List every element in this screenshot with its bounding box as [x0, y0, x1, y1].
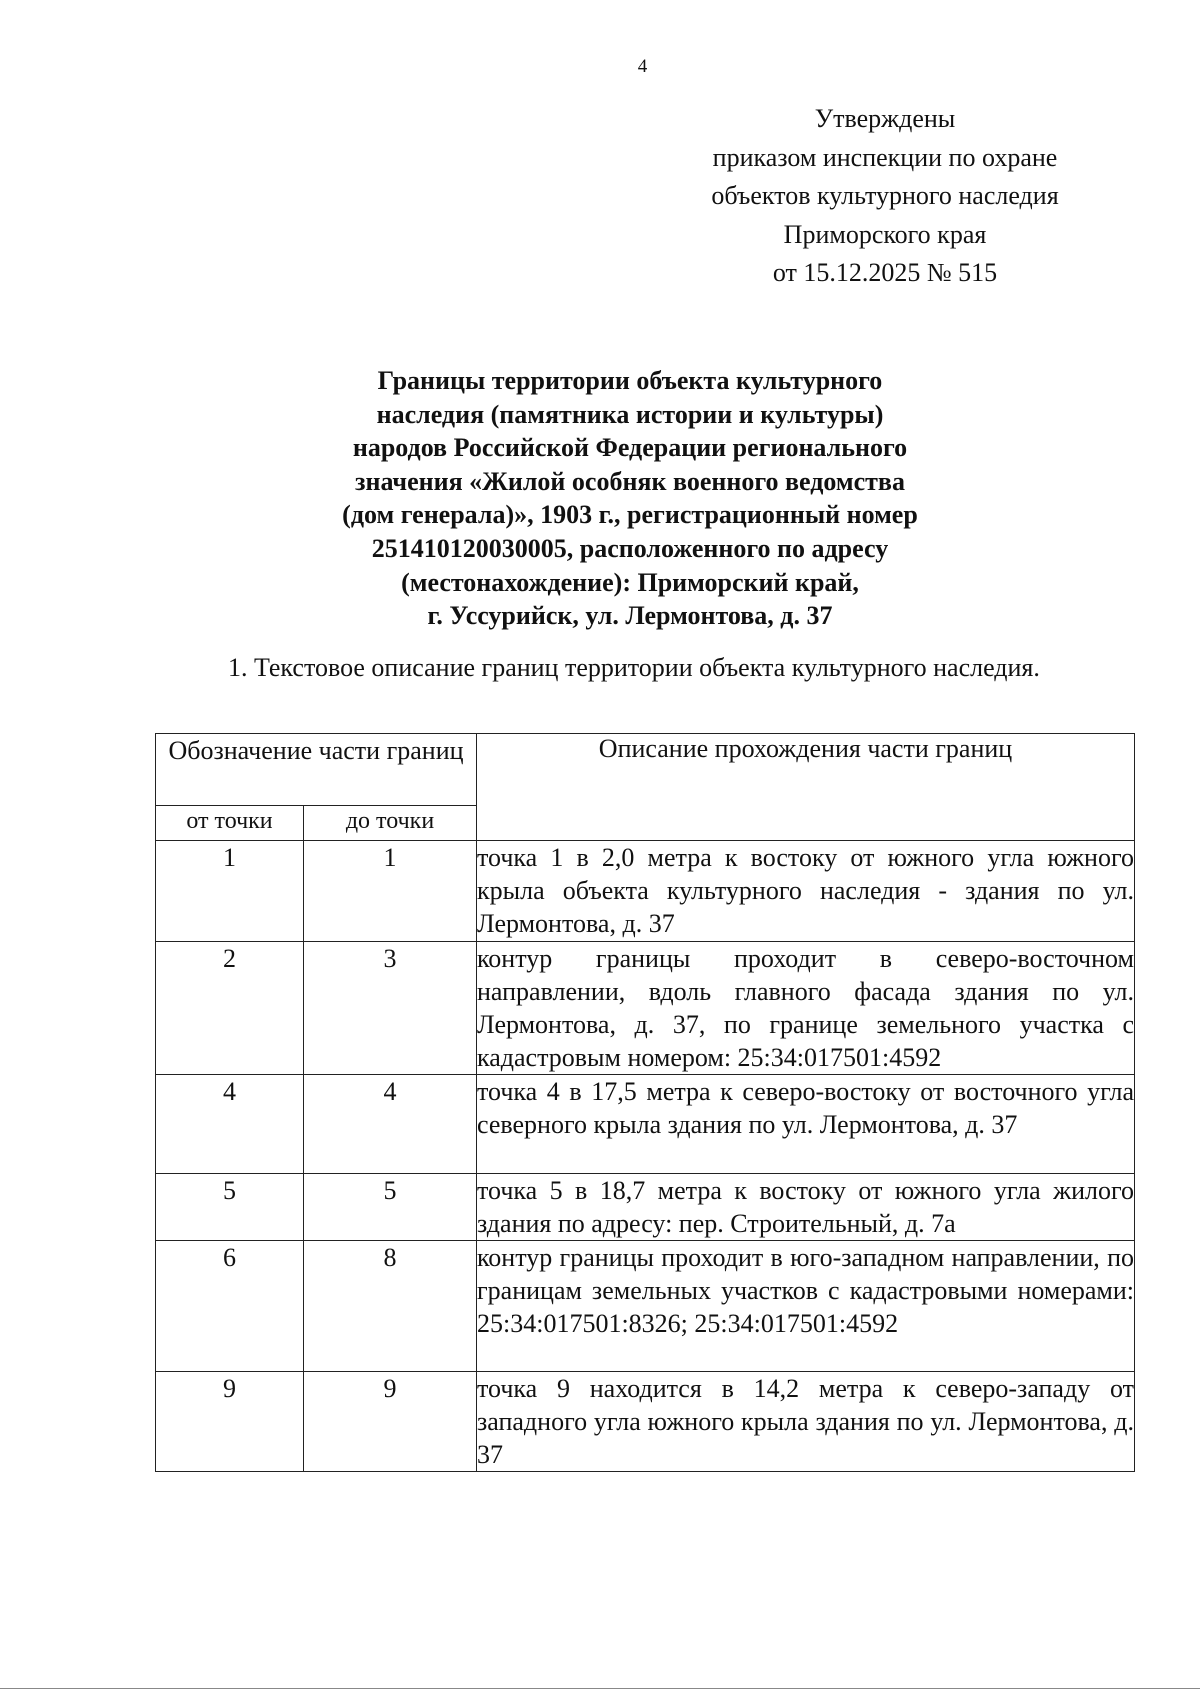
approval-block: [660, 100, 1110, 293]
from-point-cell: 4: [156, 1075, 304, 1174]
table-row: [156, 1372, 1135, 1472]
to-point-cell: 9: [304, 1372, 477, 1472]
from-point-cell: 5: [156, 1174, 304, 1241]
document-title: [280, 364, 980, 633]
from-point-cell: 2: [156, 942, 304, 1075]
to-point-cell: 3: [304, 942, 477, 1075]
header-from-point: от точки: [156, 806, 304, 841]
to-point-cell: 4: [304, 1075, 477, 1174]
from-point-cell: 9: [156, 1372, 304, 1472]
description-cell: точка 1 в 2,0 метра к востоку от южного угла южного крыла объекта культурного наследия - здания по ул. Лермонтова, д. 37: [477, 841, 1135, 942]
approval-line: от 15.12.2025 № 515: [772, 258, 998, 287]
title-line: наследия (памятника истории и культуры): [376, 399, 884, 429]
title-line: (дом генерала)», 1903 г., регистрационный номер: [342, 500, 918, 530]
to-point-cell: 8: [304, 1241, 477, 1372]
approval-line: приказом инспекции по охране: [712, 142, 1058, 172]
description-cell: контур границы проходит в северо-восточном направлении, вдоль главного фасада здания по ул. Лермонтова, д. 37, по границе земельного участка с кадастровым номером: 25:34:017501:4592: [477, 942, 1135, 1075]
table-row: [156, 841, 1135, 942]
description-cell: точка 9 находится в 14,2 метра к северо-западу от западного угла южного крыла здания по ул. Лермонтова, д. 37: [477, 1372, 1135, 1472]
description-cell: точка 4 в 17,5 метра к северо-востоку от восточного угла северного крыла здания по ул. Лермонтова, д. 37: [477, 1075, 1135, 1174]
title-line: народов Российской Федерации регионального: [352, 433, 908, 463]
to-point-cell: 1: [304, 841, 477, 942]
approval-line: объектов культурного наследия: [711, 181, 1059, 210]
description-cell: контур границы проходит в юго-западном направлении, по границам земельных участков с кадастровыми номерами: 25:34:017501:8326; 25:34:017501:4592: [477, 1241, 1135, 1372]
description-cell: точка 5 в 18,7 метра к востоку от южного угла жилого здания по адресу: пер. Строительный, д. 7а: [477, 1174, 1135, 1241]
boundaries-table: [155, 733, 1135, 1472]
approval-line: Утверждены: [814, 104, 956, 133]
scan-edge-divider: [0, 1688, 1200, 1689]
header-description: Описание прохождения части границ: [477, 734, 1135, 841]
table-row: [156, 942, 1135, 1075]
title-line: значения «Жилой особняк военного ведомства: [355, 466, 905, 496]
table-row: [156, 1174, 1135, 1241]
section-heading: 1. Текстовое описание границ территории объекта культурного наследия.: [228, 653, 1040, 682]
title-line: Границы территории объекта культурного: [377, 366, 883, 395]
title-line: г. Уссурийск, ул. Лермонтова, д. 37: [427, 601, 833, 631]
title-line: (местонахождение): Приморский край,: [401, 567, 859, 597]
title-line: 251410120030005, расположенного по адресу: [371, 533, 889, 563]
header-boundary-part: Обозначение части границ: [156, 734, 477, 806]
approval-line: Приморского края: [783, 219, 987, 249]
table-row: [156, 1241, 1135, 1372]
table-row: [156, 1075, 1135, 1174]
from-point-cell: 1: [156, 841, 304, 942]
page-number: 4: [637, 56, 648, 77]
to-point-cell: 5: [304, 1174, 477, 1241]
header-to-point: до точки: [304, 806, 477, 841]
from-point-cell: 6: [156, 1241, 304, 1372]
